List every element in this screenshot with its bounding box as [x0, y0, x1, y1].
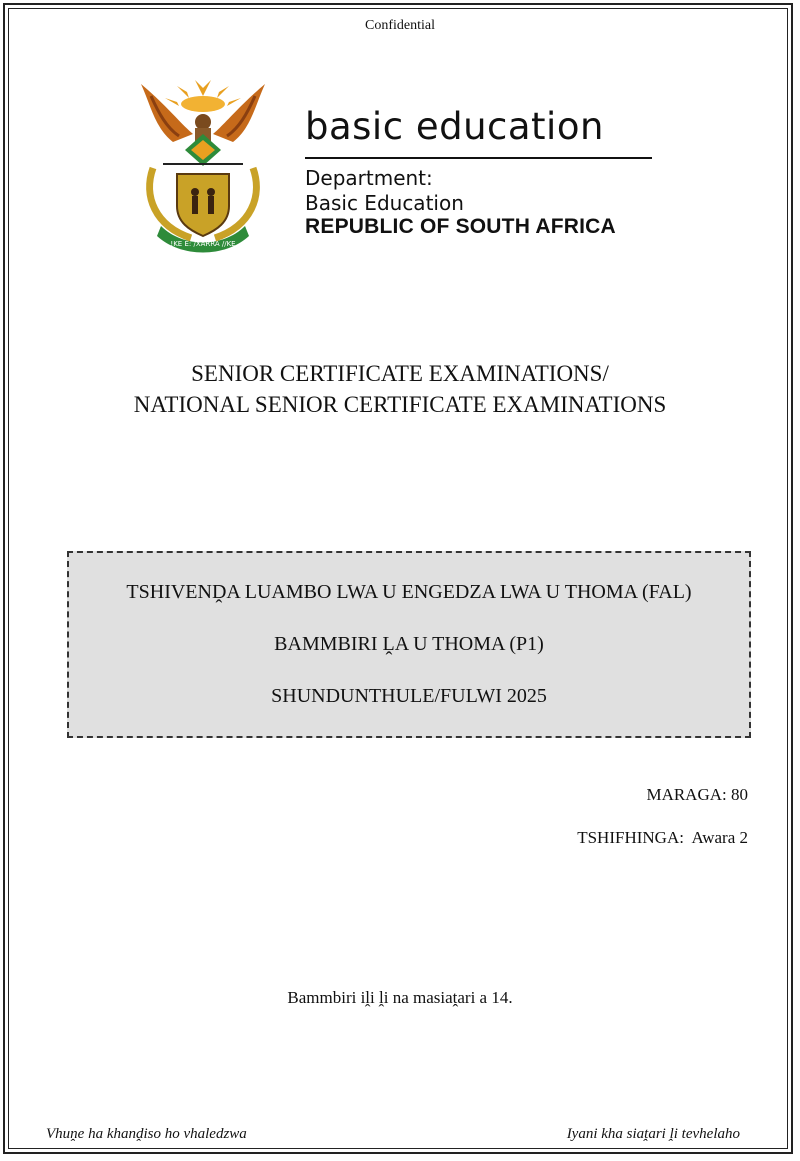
page-count-note: Bammbiri iḽi ḽi na masiaṱari a 14. — [287, 988, 513, 1007]
subject-box — [67, 551, 751, 738]
time-label: TSHIFHINGA: Awara 2 — [577, 828, 748, 847]
footer-copyright: Vhuṋe ha khanḓiso ho vhaledzwa — [46, 1126, 247, 1142]
subject-name: TSHIVENḒA LUAMBO LWA U ENGEDZA LWA U THOMA (FAL) — [126, 581, 692, 603]
exam-title-line1: SENIOR CERTIFICATE EXAMINATIONS/ — [191, 361, 609, 386]
confidential-label: Confidential — [365, 18, 435, 33]
brand-title: basic education — [305, 105, 604, 148]
paper-number: BAMMBIRI ḼA U THOMA (P1) — [274, 633, 544, 655]
department-branding — [305, 105, 616, 238]
exam-title-line2: NATIONAL SENIOR CERTIFICATE EXAMINATIONS — [133, 392, 667, 417]
marks-label: MARAGA: 80 — [646, 785, 748, 804]
footer-next-page: Iyani kha siaṱari ḽi tevhelaho — [566, 1126, 740, 1142]
emblem-motto: !KE E: /XARRA //KE — [170, 240, 236, 248]
brand-basic-education: Basic Education — [305, 191, 464, 215]
brand-republic: REPUBLIC OF SOUTH AFRICA — [305, 215, 616, 238]
coat-of-arms-icon — [133, 76, 273, 254]
brand-divider — [305, 157, 652, 159]
exam-title — [0, 358, 800, 420]
brand-department: Department: — [305, 166, 433, 190]
exam-session: SHUNDUNTHULE/FULWI 2025 — [271, 685, 547, 707]
